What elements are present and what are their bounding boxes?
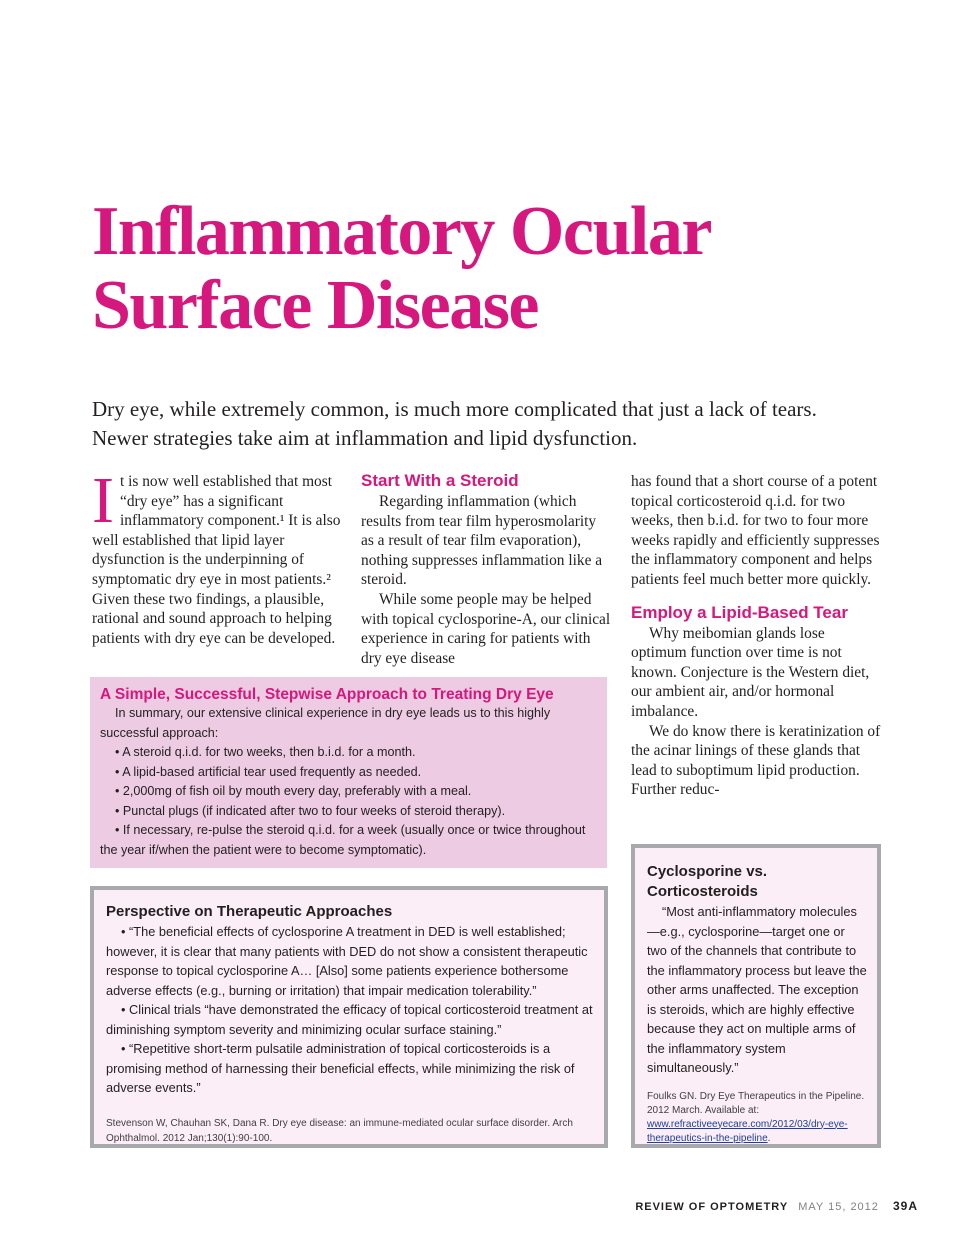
body-paragraph: Why meibomian glands lose optimum function over time is not known. Conjecture is the Western diet, our ambient air, and/or hormonal imbalance. bbox=[631, 624, 870, 720]
box-bullet: • 2,000mg of fish oil by mouth every day, preferably with a meal. bbox=[115, 784, 472, 798]
body-column-2 bbox=[361, 470, 611, 668]
cyclosporine-box bbox=[631, 844, 881, 1148]
box-bullet: • A steroid q.i.d. for two weeks, then b.i.d. for a month. bbox=[115, 745, 416, 759]
box-title: A Simple, Successful, Stepwise Approach to Treating Dry Eye bbox=[100, 686, 554, 703]
page-footer bbox=[635, 1199, 918, 1213]
body-column-1 bbox=[92, 464, 342, 648]
perspective-box bbox=[90, 886, 608, 1148]
box-bullet: • Punctal plugs (if indicated after two to four weeks of steroid therapy). bbox=[115, 803, 506, 818]
body-paragraph: t is now well established that most “dry eye” has a significant inflammatory component.¹ It is also well established that lipid layer dysfunction is the underpinning of symptomatic dry eye in most patients.² Given these two findings, a plausible, rational and sound approach to helping patients with dry eye can be developed. bbox=[92, 473, 341, 647]
box-bullet: • If necessary, re-pulse the steroid q.i.d. for a week (usually once or twice throughout the year if/when the patient were to become symptomatic). bbox=[100, 823, 586, 857]
title-line-1: Inflammatory Ocular bbox=[92, 193, 711, 270]
body-paragraph: Regarding inflammation (which results from tear film hyperosmolarity as a result of tear film evaporation), nothing suppresses inflammation like a steroid. bbox=[361, 493, 603, 589]
box-citation: Stevenson W, Chauhan SK, Dana R. Dry eye disease: an immune-mediated ocular surface disorder. Arch Ophthalmol. 2012 Jan;130(1):90-100. bbox=[106, 1117, 573, 1144]
box-bullet: • A lipid-based artificial tear used frequently as needed. bbox=[115, 764, 422, 779]
citation-text: Foulks GN. Dry Eye Therapeutics in the Pipeline. 2012 March. Available at: bbox=[647, 1090, 865, 1116]
box-title: Perspective on Therapeutic Approaches bbox=[106, 903, 393, 920]
box-title: Cyclosporine vs. Corticosteroids bbox=[647, 863, 768, 900]
citation-end: . bbox=[767, 1132, 771, 1144]
body-paragraph: While some people may be helped with topical cyclosporine-A, our clinical experience in caring for patients with dry eye disease bbox=[361, 590, 611, 667]
subhead-lipid-based-tear: Employ a Lipid-Based Tear bbox=[631, 602, 848, 622]
box-bullet: • Clinical trials “have demonstrated the efficacy of topical corticosteroid treatment at diminishing symptom severity and minimizing ocular surface staining.” bbox=[106, 1002, 593, 1037]
body-column-3 bbox=[631, 472, 881, 800]
title-line-2: Surface Disease bbox=[92, 267, 539, 344]
box-quote: “Most anti-inflammatory molecules—e.g., cyclosporine—target one or two of the channels that contribute to the inflammatory process but leave the other arms unaffected. The exception is steroids, which are highly effective because they act on multiple arms of the inflammatory system simultaneously.” bbox=[647, 904, 867, 1075]
body-paragraph: We do know there is keratinization of the acinar linings of these glands that lead to suboptimum lipid production. Further reduc- bbox=[631, 722, 881, 799]
citation-link[interactable]: www.refractiveeyecare.com/2012/03/dry-eye-therapeutics-in-the-pipeline bbox=[647, 1118, 848, 1144]
issue-date: MAY 15, 2012 bbox=[798, 1201, 879, 1213]
article-title bbox=[92, 195, 892, 343]
body-paragraph: has found that a short course of a potent topical corticosteroid q.i.d. for two weeks, then b.i.d. for two to four more weeks rapidly and efficiently suppresses the inflammatory component and helps patients feel much better more quickly. bbox=[631, 473, 880, 588]
subhead-start-with-steroid: Start With a Steroid bbox=[361, 471, 519, 490]
page-number: 39A bbox=[892, 1199, 918, 1213]
box-bullet: • “The beneficial effects of cyclosporine A treatment in DED is well established; however, it is clear that many patients with DED do not show a consistent therapeutic response to topical cyclosporine A… [Also] some patients experience bothersome adverse effects (e.g., burning or irritation) that impair medication tolerability.” bbox=[106, 924, 588, 998]
article-deck: Dry eye, while extremely common, is much more complicated that just a lack of tears. Newer strategies take aim at inflammation and lipid dysfunction. bbox=[92, 397, 817, 450]
drop-cap: I bbox=[92, 464, 114, 537]
box-intro: In summary, our extensive clinical experience in dry eye leads us to this highly successful approach: bbox=[100, 706, 551, 740]
box-citation bbox=[647, 1090, 867, 1146]
box-bullet: • “Repetitive short-term pulsatile administration of topical corticosteroids is a promising method of harnessing their beneficial effects, while minimizing the risk of adverse events.” bbox=[106, 1041, 575, 1095]
stepwise-approach-box bbox=[90, 677, 607, 868]
publication-name: REVIEW OF OPTOMETRY bbox=[635, 1201, 789, 1213]
